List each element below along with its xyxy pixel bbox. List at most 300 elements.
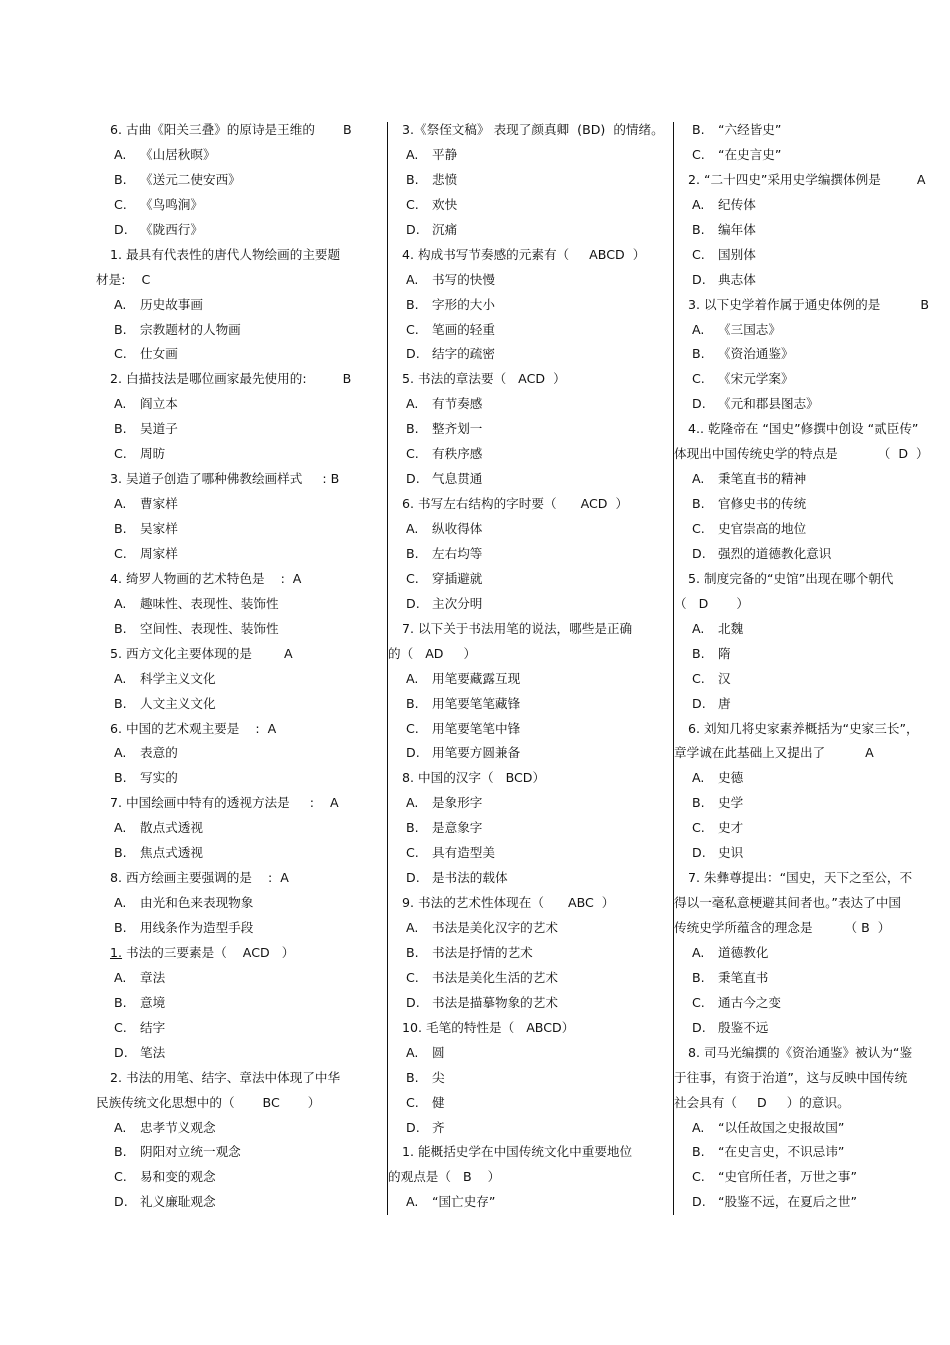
option-letter: C. xyxy=(406,196,419,212)
answer-option xyxy=(674,1140,950,1165)
question-line: 6. 古曲《阳关三叠》的原诗是王维的 B xyxy=(110,122,352,137)
answer-option xyxy=(388,218,672,243)
option-text: 气息贯通 xyxy=(432,471,483,487)
answer-option xyxy=(674,517,950,542)
question-line xyxy=(96,941,384,966)
option-text: 左右均等 xyxy=(432,545,483,561)
question-line: 5. 制度完备的“史馆”出现在哪个朝代 xyxy=(688,570,894,586)
answer-option xyxy=(96,542,384,567)
option-letter: C. xyxy=(406,446,419,462)
question-line: 6. 书写左右结构的字时要（ ACD ） xyxy=(402,496,629,512)
question-line: 1. 最具有代表性的唐代人物绘画的主要题 xyxy=(110,246,341,262)
answer-option xyxy=(96,816,384,841)
option-text: 欢快 xyxy=(432,196,458,212)
option-letter: D. xyxy=(692,1194,706,1210)
option-text: 纵收得体 xyxy=(432,521,483,536)
option-letter: B. xyxy=(114,321,127,337)
answer-option xyxy=(96,692,384,717)
option-letter: D. xyxy=(114,1044,128,1060)
option-text: 具有造型美 xyxy=(432,845,495,861)
answer-option xyxy=(388,517,672,542)
question-continuation: 体现出中国传统史学的特点是 （ D ） xyxy=(674,446,929,462)
answer-option xyxy=(674,193,950,218)
option-letter: A. xyxy=(114,820,127,836)
option-text: 吴道子 xyxy=(140,421,178,437)
answer-option xyxy=(388,667,672,692)
option-letter: B. xyxy=(406,1069,419,1085)
option-letter: D. xyxy=(406,1119,420,1135)
question-continuation: 于往事，有资于治道”，这与反映中国传统 xyxy=(674,1069,908,1085)
answer-option xyxy=(388,143,672,168)
option-text: “在史言史，不识忌讳” xyxy=(718,1144,845,1160)
answer-option xyxy=(674,766,950,791)
answer-option xyxy=(388,417,672,442)
question-continuation: 材是: C xyxy=(96,271,151,287)
option-letter: B. xyxy=(692,346,705,362)
option-letter: D. xyxy=(692,845,706,861)
option-letter: C. xyxy=(692,246,705,262)
option-letter: A. xyxy=(692,471,705,487)
answer-option xyxy=(96,392,384,417)
option-letter: B. xyxy=(406,296,419,312)
option-text: 用笔要笔笔藏锋 xyxy=(432,695,521,711)
option-letter: A. xyxy=(114,745,127,761)
option-letter: C. xyxy=(692,820,705,836)
question-continuation: （ D ） xyxy=(674,595,749,611)
answer-option xyxy=(96,766,384,791)
option-text: 典志体 xyxy=(718,271,756,287)
option-text: 阎立本 xyxy=(140,396,178,412)
option-text: 尖 xyxy=(432,1069,445,1085)
option-letter: D. xyxy=(406,471,420,487)
column-middle xyxy=(388,118,672,1215)
option-text: “在史言史” xyxy=(718,146,782,162)
option-letter: C. xyxy=(406,321,419,337)
option-text: 趣味性、表现性、装饰性 xyxy=(140,595,279,611)
option-letter: B. xyxy=(114,770,127,786)
answer-option xyxy=(96,617,384,642)
option-text: 秉笔直书 xyxy=(718,969,769,985)
option-letter: B. xyxy=(692,645,705,661)
option-text: 由光和色来表现物象 xyxy=(140,895,254,911)
option-text: 易和变的观念 xyxy=(140,1169,216,1185)
option-letter: D. xyxy=(114,221,128,237)
question-line: 6. 刘知几将史家素养概括为“史家三长”， xyxy=(688,720,919,736)
option-letter: D. xyxy=(692,695,706,711)
option-text: 用线条作为造型手段 xyxy=(140,920,254,935)
option-letter: A. xyxy=(114,296,127,312)
answer-option xyxy=(388,467,672,492)
option-text: 用笔要藏露互现 xyxy=(432,670,521,686)
option-letter: A. xyxy=(114,1119,127,1135)
option-letter: C. xyxy=(114,446,127,462)
answer-option xyxy=(96,193,384,218)
option-letter: A. xyxy=(692,1119,705,1135)
option-letter: B. xyxy=(114,620,127,636)
option-letter: C. xyxy=(406,1094,419,1110)
answer-option xyxy=(388,791,672,816)
question-continuation: 的（ AD ） xyxy=(388,645,477,661)
option-letter: D. xyxy=(406,221,420,237)
option-letter: B. xyxy=(114,920,127,935)
option-letter: B. xyxy=(406,695,419,711)
option-text: 《山居秋暝》 xyxy=(140,146,216,162)
question-line: 8. 西方绘画主要强调的是 : A xyxy=(110,870,289,886)
option-text: 圆 xyxy=(432,1044,445,1060)
option-text: 隋 xyxy=(718,645,731,661)
option-text: 齐 xyxy=(432,1119,445,1135)
option-text: 国别体 xyxy=(718,246,756,262)
answer-option xyxy=(388,193,672,218)
option-letter: D. xyxy=(406,595,420,611)
option-letter: A. xyxy=(406,1194,419,1210)
question-line: 6. 中国的艺术观主要是 : A xyxy=(110,720,277,736)
option-letter: D. xyxy=(406,994,420,1010)
option-letter: A. xyxy=(406,396,419,412)
answer-option xyxy=(388,1190,672,1215)
answer-option xyxy=(96,741,384,766)
answer-option xyxy=(388,318,672,343)
option-text: 《陇西行》 xyxy=(140,221,203,237)
option-letter: B. xyxy=(114,521,127,536)
question-continuation: 社会具有（ D ）的意识。 xyxy=(674,1094,850,1110)
answer-option xyxy=(96,143,384,168)
option-text: 整齐划一 xyxy=(432,421,483,437)
option-text: 是意象字 xyxy=(432,820,483,836)
question-line: 10. 毛笔的特性是（ ABCD） xyxy=(402,1019,575,1035)
answer-option xyxy=(674,367,950,392)
option-text: 用笔要笔笔中锋 xyxy=(432,720,521,736)
option-text: 科学主义文化 xyxy=(140,670,216,686)
option-letter: C. xyxy=(406,720,419,736)
answer-option xyxy=(674,667,950,692)
option-text: 忠孝节义观念 xyxy=(140,1119,216,1135)
option-text: 汉 xyxy=(718,670,731,686)
option-letter: B. xyxy=(692,221,705,237)
option-text: 章法 xyxy=(140,969,166,985)
answer-option xyxy=(96,442,384,467)
option-letter: A. xyxy=(114,496,127,512)
option-letter: A. xyxy=(114,595,127,611)
option-letter: A. xyxy=(406,920,419,935)
question-line: 7. 中国绘画中特有的透视方法是 : A xyxy=(110,795,339,811)
option-letter: B. xyxy=(114,845,127,861)
option-letter: B. xyxy=(114,171,127,187)
option-text: 是象形字 xyxy=(432,795,483,811)
answer-option xyxy=(388,1066,672,1091)
option-letter: C. xyxy=(406,570,419,586)
answer-option xyxy=(388,168,672,193)
answer-option xyxy=(96,1165,384,1190)
option-text: 空间性、表现性、装饰性 xyxy=(140,620,279,636)
answer-option xyxy=(674,791,950,816)
answer-option xyxy=(674,991,950,1016)
option-letter: B. xyxy=(692,496,705,512)
option-text: 健 xyxy=(432,1094,445,1110)
option-text: 史德 xyxy=(718,770,744,786)
option-text: “六经皆史” xyxy=(718,122,782,137)
option-letter: C. xyxy=(114,1019,127,1035)
answer-option xyxy=(674,218,950,243)
option-text: 平静 xyxy=(432,146,458,162)
option-letter: B. xyxy=(406,545,419,561)
answer-option xyxy=(96,1140,384,1165)
question-line: 1. 能概括史学在中国传统文化中重要地位 xyxy=(402,1144,633,1160)
option-text: 仕女画 xyxy=(140,346,178,362)
column-right xyxy=(674,118,950,1215)
answer-option xyxy=(388,1116,672,1141)
question-line: 5. 西方文化主要体现的是 A xyxy=(110,645,293,661)
option-letter: A. xyxy=(406,146,419,162)
option-text: 史识 xyxy=(718,845,744,861)
option-text: 史学 xyxy=(718,795,744,811)
option-text: “股鉴不远，在夏后之世” xyxy=(718,1194,857,1210)
option-letter: A. xyxy=(114,969,127,985)
answer-option xyxy=(96,592,384,617)
answer-option xyxy=(96,991,384,1016)
option-letter: B. xyxy=(692,122,705,137)
answer-option xyxy=(388,916,672,941)
question-line: 2. 书法的用笔、结字、章法中体现了中华 xyxy=(110,1069,341,1085)
option-letter: A. xyxy=(406,271,419,287)
option-letter: C. xyxy=(114,346,127,362)
option-text: 纪传体 xyxy=(718,196,756,212)
option-text: 书写的快慢 xyxy=(432,271,495,287)
option-letter: C. xyxy=(406,845,419,861)
option-text: 北魏 xyxy=(718,620,744,636)
answer-option xyxy=(388,392,672,417)
option-letter: A. xyxy=(114,396,127,412)
answer-option xyxy=(388,816,672,841)
question-line: 8. 司马光编撰的《资治通鉴》被认为“鉴 xyxy=(688,1044,913,1060)
question-line: 8. 中国的汉字（ BCD） xyxy=(402,770,546,786)
option-text: 道德教化 xyxy=(718,944,769,960)
option-text: 表意的 xyxy=(140,745,178,761)
answer-option xyxy=(96,841,384,866)
option-letter: A. xyxy=(692,944,705,960)
option-letter: C. xyxy=(692,670,705,686)
answer-option xyxy=(674,542,950,567)
answer-option xyxy=(96,342,384,367)
option-text: 书法是描摹物象的艺术 xyxy=(432,994,558,1010)
answer-option xyxy=(96,667,384,692)
option-letter: B. xyxy=(406,820,419,836)
answer-option xyxy=(96,492,384,517)
option-letter: C. xyxy=(692,371,705,387)
answer-option xyxy=(96,168,384,193)
answer-option xyxy=(674,966,950,991)
question-line: 3. 以下史学着作属于通史体例的是 B xyxy=(688,296,930,312)
answer-option xyxy=(96,318,384,343)
answer-option xyxy=(674,143,950,168)
option-letter: C. xyxy=(692,1169,705,1185)
option-letter: D. xyxy=(406,745,420,761)
option-text: 通古今之变 xyxy=(718,994,781,1010)
option-text: 殷鉴不远 xyxy=(718,1019,769,1035)
option-letter: B. xyxy=(692,1144,705,1160)
answer-option xyxy=(388,342,672,367)
answer-option xyxy=(96,1116,384,1141)
option-letter: C. xyxy=(406,969,419,985)
option-letter: A. xyxy=(406,795,419,811)
answer-option xyxy=(388,866,672,891)
option-letter: D. xyxy=(406,870,420,886)
option-text: 曹家样 xyxy=(140,496,178,512)
answer-option xyxy=(674,118,950,143)
answer-option xyxy=(96,916,384,941)
answer-option xyxy=(388,966,672,991)
answer-option xyxy=(388,991,672,1016)
option-letter: B. xyxy=(692,795,705,811)
option-letter: B. xyxy=(114,994,127,1010)
question-continuation: 的观点是（ B ） xyxy=(388,1169,501,1185)
option-text: “以任故国之史报故国” xyxy=(718,1119,845,1135)
option-text: 宗教题材的人物画 xyxy=(140,321,241,337)
question-line: 4. 绮罗人物画的艺术特色是 : A xyxy=(110,570,302,586)
question-line: 5. 书法的章法要（ ACD ） xyxy=(402,371,566,387)
answer-option xyxy=(388,293,672,318)
option-letter: A. xyxy=(692,321,705,337)
answer-option xyxy=(388,542,672,567)
option-letter: C. xyxy=(692,146,705,162)
option-text: 穿插避就 xyxy=(432,570,483,586)
option-text: 沉痛 xyxy=(432,221,458,237)
answer-option xyxy=(96,966,384,991)
answer-option xyxy=(96,517,384,542)
answer-option xyxy=(388,567,672,592)
option-letter: B. xyxy=(114,695,127,711)
answer-option xyxy=(388,592,672,617)
answer-option xyxy=(96,1016,384,1041)
option-letter: A. xyxy=(692,196,705,212)
option-text: 阴阳对立统一观念 xyxy=(140,1144,241,1160)
option-text: 有节奏感 xyxy=(432,396,483,412)
option-letter: C. xyxy=(692,994,705,1010)
question-line: 4. 构成书写节奏感的元素有（ ABCD ） xyxy=(402,246,646,262)
answer-option xyxy=(674,617,950,642)
option-text: “国亡史存” xyxy=(432,1194,496,1210)
option-text: 周家样 xyxy=(140,545,178,561)
answer-option xyxy=(96,1190,384,1215)
option-text: 《元和郡县图志》 xyxy=(718,396,819,412)
option-text: 结字 xyxy=(140,1019,166,1035)
option-text: 周昉 xyxy=(140,446,166,462)
option-letter: C. xyxy=(114,196,127,212)
option-letter: A. xyxy=(692,770,705,786)
option-text: 编年体 xyxy=(718,221,756,237)
question-continuation: 民族传统文化思想中的（ BC ） xyxy=(96,1094,321,1110)
option-letter: A. xyxy=(692,620,705,636)
option-letter: B. xyxy=(406,171,419,187)
answer-option xyxy=(388,1041,672,1066)
answer-option xyxy=(388,268,672,293)
question-line: 9. 书法的艺术性体现在（ ABC ） xyxy=(402,895,615,911)
answer-option xyxy=(674,692,950,717)
question-line: 2. “二十四史”采用史学编撰体例是 A xyxy=(688,171,926,187)
option-text: 笔法 xyxy=(140,1044,166,1060)
option-text: 唐 xyxy=(718,695,731,711)
answer-option xyxy=(388,717,672,742)
answer-option xyxy=(674,1016,950,1041)
answer-option xyxy=(388,442,672,467)
option-letter: B. xyxy=(406,421,419,437)
option-text: 是书法的载体 xyxy=(432,870,508,886)
question-number: 1. xyxy=(110,944,123,960)
question-continuation: 传统史学所蕴含的理念是 （ B ） xyxy=(674,920,891,935)
option-text: 字形的大小 xyxy=(432,296,495,312)
answer-option xyxy=(674,243,950,268)
option-letter: D. xyxy=(692,1019,706,1035)
answer-option xyxy=(96,1041,384,1066)
option-letter: C. xyxy=(114,1169,127,1185)
question-line: 7. 以下关于书法用笔的说法，哪些是正确 xyxy=(402,620,633,636)
option-letter: B. xyxy=(114,421,127,437)
option-letter: D. xyxy=(692,396,706,412)
option-letter: B. xyxy=(406,944,419,960)
option-letter: C. xyxy=(114,545,127,561)
option-letter: A. xyxy=(114,146,127,162)
option-text: 焦点式透视 xyxy=(140,845,203,861)
option-text: 官修史书的传统 xyxy=(718,496,807,512)
option-letter: D. xyxy=(406,346,420,362)
answer-option xyxy=(674,467,950,492)
answer-option xyxy=(674,816,950,841)
answer-option xyxy=(674,392,950,417)
option-letter: D. xyxy=(692,271,706,287)
answer-option xyxy=(96,218,384,243)
option-text: 结字的疏密 xyxy=(432,346,495,362)
answer-option xyxy=(674,841,950,866)
option-text: 历史故事画 xyxy=(140,296,203,312)
option-text: 用笔要方圆兼备 xyxy=(432,745,521,761)
option-text: 礼义廉耻观念 xyxy=(140,1194,216,1210)
question-line: 3. 吴道子创造了哪种佛教绘画样式 : B xyxy=(110,471,340,487)
option-text: 《宋元学案》 xyxy=(718,371,794,387)
question-line: 7. 朱彝尊提出：“国史，天下之至公，不 xyxy=(688,870,913,886)
answer-option xyxy=(674,642,950,667)
option-text: 吴家样 xyxy=(140,521,178,536)
option-text: 《三国志》 xyxy=(718,321,781,337)
option-text: 意境 xyxy=(140,994,166,1010)
question-line: 2. 白描技法是哪位画家最先使用的: B xyxy=(110,371,352,387)
option-letter: C. xyxy=(692,521,705,536)
option-text: “史官所任者，万世之事” xyxy=(718,1169,857,1185)
option-letter: B. xyxy=(692,969,705,985)
option-text: 书法是美化汉字的艺术 xyxy=(432,920,558,935)
answer-option xyxy=(674,1116,950,1141)
option-letter: A. xyxy=(114,670,127,686)
answer-option xyxy=(96,417,384,442)
question-line: 3.《祭侄文稿》 表现了颜真卿 (BD) 的情绪。 xyxy=(402,122,664,137)
option-letter: D. xyxy=(114,1194,128,1210)
option-text: 悲愤 xyxy=(432,171,458,187)
option-text: 史官崇高的地位 xyxy=(718,521,807,536)
answer-option xyxy=(388,841,672,866)
option-text: 散点式透视 xyxy=(140,820,203,836)
option-text: 人文主义文化 xyxy=(140,695,216,711)
option-text: 书法是美化生活的艺术 xyxy=(432,969,558,985)
answer-option xyxy=(674,318,950,343)
answer-option xyxy=(674,1165,950,1190)
answer-option xyxy=(388,1091,672,1116)
answer-option xyxy=(388,692,672,717)
option-text: 笔画的轻重 xyxy=(432,321,495,337)
question-text: 书法的三要素是（ ACD ） xyxy=(122,944,295,960)
answer-option xyxy=(388,941,672,966)
answer-option xyxy=(674,492,950,517)
answer-option xyxy=(674,941,950,966)
option-letter: A. xyxy=(114,895,127,911)
